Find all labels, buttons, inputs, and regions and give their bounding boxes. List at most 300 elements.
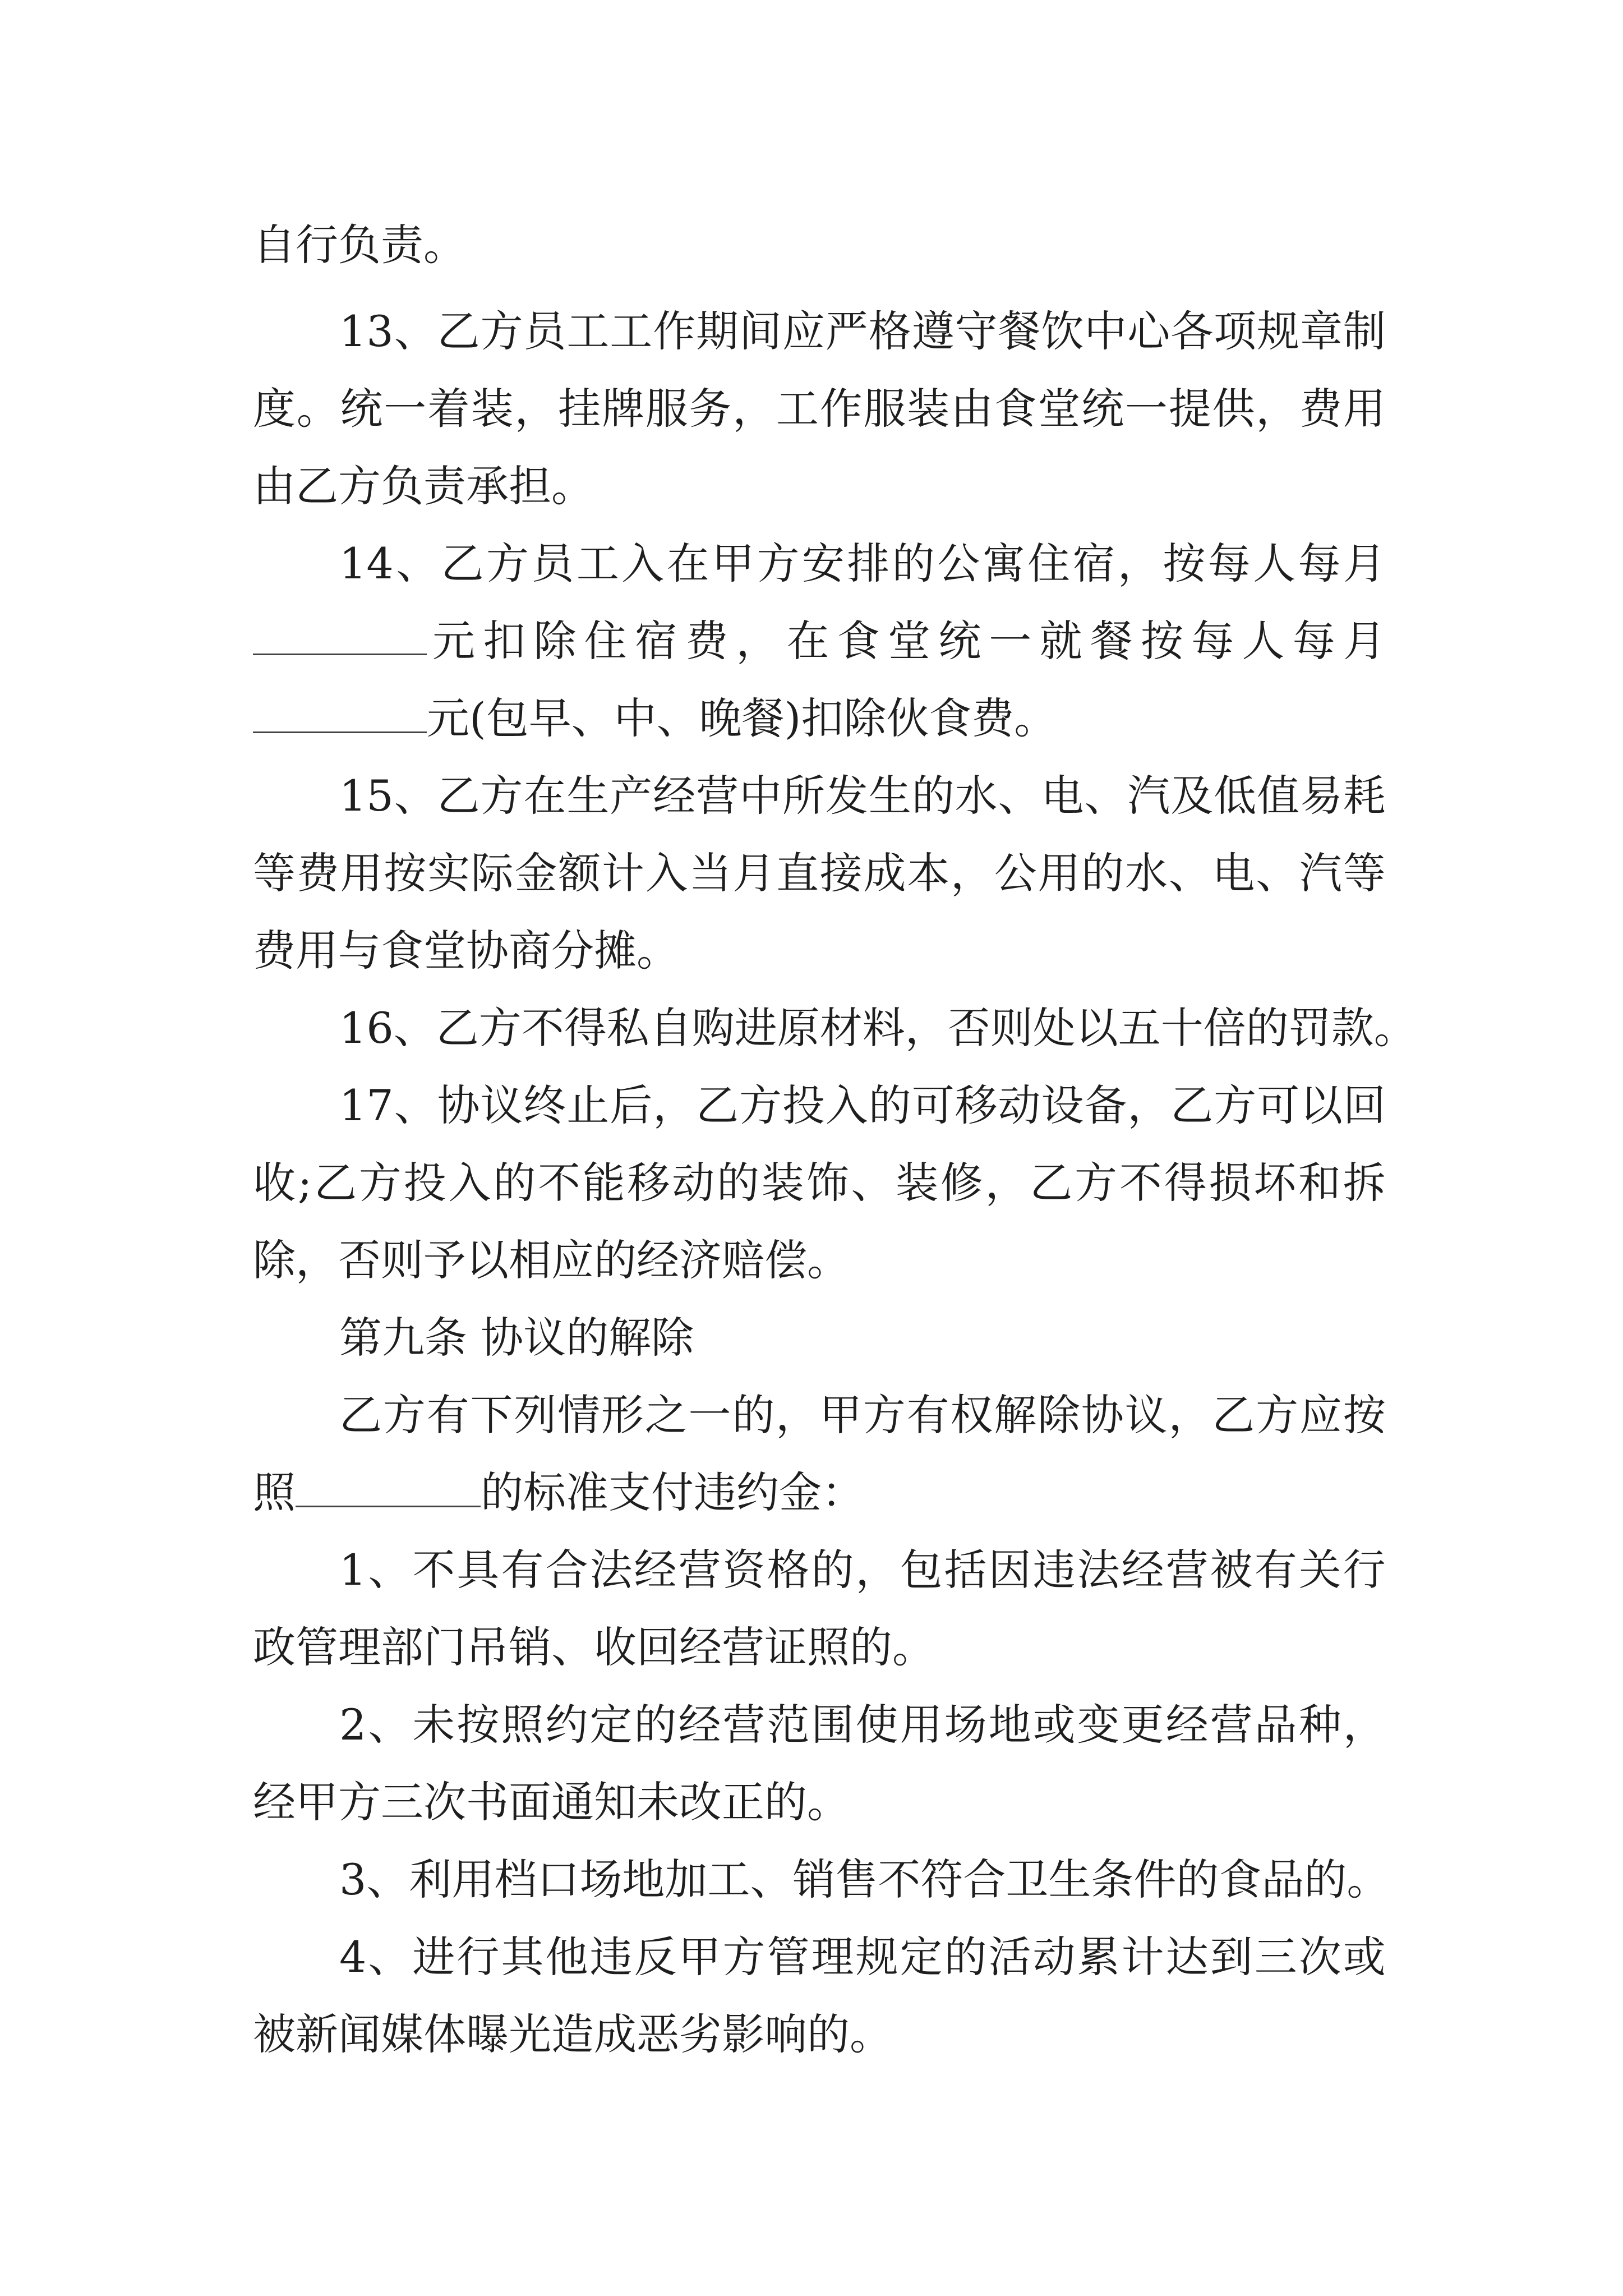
glyph: 私 [606, 1003, 649, 1053]
fill-in-blank[interactable] [253, 691, 427, 733]
glyph: 资 [722, 1545, 766, 1595]
glyph: 生 [566, 771, 610, 821]
glyph: 的 [732, 1390, 775, 1440]
glyph: 员 [523, 306, 566, 356]
glyph: 心 [1127, 306, 1170, 356]
glyph: 16 [339, 1003, 394, 1053]
glyph: 不 [412, 1545, 455, 1595]
glyph: ， [514, 384, 557, 434]
glyph: 住 [584, 616, 627, 666]
glyph: 权 [950, 1390, 993, 1440]
glyph: 乙 [436, 1003, 479, 1053]
glyph: 员 [531, 539, 574, 588]
glyph: 方 [480, 771, 523, 821]
paragraph-line [339, 536, 1386, 592]
glyph: 入 [448, 1158, 491, 1208]
glyph: 投 [403, 1158, 446, 1208]
glyph: 、 [1256, 848, 1299, 898]
glyph: 章 [1300, 306, 1343, 356]
glyph: 统 [340, 384, 383, 434]
glyph: 宿 [1072, 539, 1115, 588]
glyph: 经 [634, 1545, 677, 1595]
glyph: 费 [685, 616, 728, 666]
glyph: 投 [782, 1080, 825, 1130]
glyph: 饰 [806, 1158, 849, 1208]
glyph: 可 [1257, 1080, 1300, 1130]
glyph: 规 [1257, 306, 1300, 356]
glyph: 符 [920, 1855, 963, 1904]
glyph: ， [1127, 1080, 1170, 1130]
glyph: 列 [514, 1390, 557, 1440]
glyph: 中 [739, 771, 782, 821]
glyph: 当 [689, 848, 732, 898]
glyph: 用 [1038, 848, 1081, 898]
glyph: 处 [1032, 1003, 1076, 1053]
glyph: 除 [1038, 1390, 1080, 1440]
glyph: 法 [1077, 1545, 1120, 1595]
glyph: 规 [855, 1932, 898, 1982]
paragraph-line [253, 613, 1386, 669]
glyph: 加 [665, 1855, 708, 1904]
glyph: 行 [457, 1932, 500, 1982]
glyph: 售 [835, 1855, 878, 1904]
glyph: 方 [1075, 1158, 1118, 1208]
glyph: 13 [339, 306, 394, 356]
glyph: 人 [1253, 539, 1296, 588]
glyph: 回 [1343, 1080, 1386, 1130]
glyph: 范 [767, 1700, 810, 1750]
glyph: 应 [782, 306, 825, 356]
glyph: 1 [339, 1545, 367, 1595]
glyph: 方 [1256, 1390, 1299, 1440]
glyph: 装 [907, 384, 950, 434]
glyph: 入 [645, 848, 688, 898]
glyph: 、 [368, 1932, 411, 1982]
glyph: 供 [1212, 384, 1255, 434]
glyph: 人 [1242, 616, 1285, 666]
glyph: 低 [1214, 771, 1257, 821]
glyph: 、 [394, 771, 437, 821]
glyph: 实 [427, 848, 470, 898]
glyph: 工 [576, 539, 619, 588]
glyph: 方 [358, 1158, 402, 1208]
glyph: 营 [722, 1700, 766, 1750]
glyph: ， [1117, 539, 1160, 588]
paragraph-line [339, 768, 1386, 824]
glyph: 的 [892, 539, 935, 588]
glyph: 收 [253, 1158, 296, 1208]
glyph: 。 [296, 384, 339, 434]
glyph: 就 [1039, 616, 1082, 666]
paragraph-line [339, 1929, 1386, 1985]
glyph: 累 [1077, 1932, 1120, 1982]
glyph: 扣 [483, 616, 526, 666]
glyph: 按 [384, 848, 427, 898]
glyph: 得 [564, 1003, 607, 1053]
glyph: 备 [1084, 1080, 1127, 1130]
glyph: 种 [1298, 1700, 1341, 1750]
glyph: 餐 [998, 306, 1041, 356]
glyph: 围 [811, 1700, 854, 1750]
glyph: 的 [1246, 1003, 1289, 1053]
glyph: 地 [988, 1700, 1031, 1750]
glyph: 装 [761, 1158, 804, 1208]
glyph: 移 [627, 1158, 670, 1208]
glyph: 按 [1163, 539, 1206, 588]
glyph: 堂 [1038, 384, 1081, 434]
glyph: 工 [707, 1855, 750, 1904]
glyph: 电 [1212, 848, 1255, 898]
glyph: 方 [382, 1390, 426, 1440]
glyph: 利 [409, 1855, 452, 1904]
glyph: 由 [951, 384, 993, 434]
glyph: 的 [868, 1080, 911, 1130]
glyph: 发 [825, 771, 868, 821]
glyph: 甲 [712, 539, 755, 588]
glyph: 中 [1084, 306, 1127, 356]
glyph: 或 [1343, 1932, 1386, 1982]
glyph: 更 [1121, 1700, 1164, 1750]
glyph: 水 [1125, 848, 1168, 898]
glyph: 有 [426, 1390, 469, 1440]
glyph: 法 [589, 1545, 633, 1595]
paragraph-line: 经甲方三次书面通知未改正的。 [253, 1777, 850, 1827]
glyph: 反 [634, 1932, 677, 1982]
glyph: 餐 [1090, 616, 1133, 666]
glyph: 工 [566, 306, 610, 356]
glyph: 食 [994, 384, 1037, 434]
glyph: ， [1256, 384, 1299, 434]
glyph: 方 [757, 539, 800, 588]
glyph: 能 [582, 1158, 625, 1208]
glyph: 定 [900, 1932, 943, 1982]
paragraph-line: 费用与食堂协商分摊。 [253, 926, 679, 976]
glyph: 解 [994, 1390, 1037, 1440]
glyph: 原 [777, 1003, 820, 1053]
paragraph-line-text: 的标准支付违约金： [481, 1467, 864, 1517]
glyph: 约 [545, 1700, 588, 1750]
glyph: ; [297, 1158, 312, 1208]
glyph: 务 [689, 384, 732, 434]
glyph: 移 [955, 1080, 998, 1130]
glyph: 应 [1299, 1390, 1342, 1440]
glyph: 生 [1048, 1855, 1091, 1904]
glyph: 行 [1343, 1545, 1386, 1595]
glyph: 理 [811, 1932, 854, 1982]
glyph: 。 [1373, 1003, 1417, 1053]
paragraph-line-prefix: 照 [253, 1467, 296, 1517]
glyph: 饮 [1041, 306, 1084, 356]
glyph: ， [1343, 1700, 1386, 1750]
glyph: 一 [1125, 384, 1168, 434]
glyph: 进 [412, 1932, 455, 1982]
glyph: 费 [1299, 384, 1342, 434]
fill-in-blank[interactable] [253, 613, 427, 655]
glyph: 作 [653, 306, 696, 356]
glyph: 挂 [558, 384, 601, 434]
glyph: 按 [1343, 1390, 1386, 1440]
glyph: 不 [521, 1003, 564, 1053]
glyph: 及 [1170, 771, 1214, 821]
glyph: 的 [1304, 1855, 1347, 1904]
glyph: 合 [545, 1545, 588, 1595]
glyph: 寓 [982, 539, 1025, 588]
glyph: 一 [384, 384, 427, 434]
glyph: 等 [253, 848, 296, 898]
glyph: 堂 [887, 616, 930, 666]
glyph: 、 [1168, 848, 1211, 898]
glyph: 、 [1084, 771, 1127, 821]
glyph: 、 [394, 306, 437, 356]
glyph: 议 [1124, 1390, 1168, 1440]
glyph: 成 [863, 848, 906, 898]
glyph: 协 [437, 1080, 480, 1130]
glyph: 罚 [1288, 1003, 1331, 1053]
glyph: 在 [666, 539, 709, 588]
glyph: 食 [837, 616, 880, 666]
glyph: ， [732, 384, 776, 434]
glyph: 守 [955, 306, 998, 356]
glyph: 。 [1347, 1855, 1390, 1904]
glyph: 止 [566, 1080, 610, 1130]
glyph: 经 [1165, 1700, 1209, 1750]
glyph: 食 [1219, 1855, 1262, 1904]
glyph: 条 [1091, 1855, 1134, 1904]
glyph: 五 [1118, 1003, 1161, 1053]
glyph: 方 [863, 1390, 906, 1440]
glyph: 后 [610, 1080, 653, 1130]
glyph: 终 [523, 1080, 566, 1130]
glyph: 之 [644, 1390, 688, 1440]
glyph: 的 [944, 1932, 987, 1982]
glyph: 不 [537, 1158, 580, 1208]
glyph: 下 [470, 1390, 513, 1440]
glyph: 所 [782, 771, 825, 821]
glyph: 营 [696, 771, 739, 821]
glyph: 营 [1165, 1545, 1209, 1595]
glyph: 格 [767, 1545, 810, 1595]
glyph: 生 [868, 771, 911, 821]
fill-in-blank[interactable] [296, 1465, 481, 1507]
glyph: 动 [998, 1080, 1041, 1130]
glyph: 形 [601, 1390, 644, 1440]
glyph: 等 [1343, 848, 1386, 898]
paragraph-line-text [432, 613, 1386, 669]
glyph: 17 [339, 1080, 394, 1130]
glyph: 项 [1214, 306, 1257, 356]
glyph: 费 [296, 848, 339, 898]
glyph: 按 [457, 1700, 500, 1750]
glyph: 15 [339, 771, 394, 821]
glyph: 水 [955, 771, 998, 821]
glyph: 坏 [1253, 1158, 1297, 1208]
glyph: 乙 [696, 1080, 739, 1130]
glyph: 变 [1077, 1700, 1120, 1750]
glyph: 工 [776, 384, 819, 434]
glyph: 拆 [1343, 1158, 1386, 1208]
glyph: 各 [1170, 306, 1214, 356]
glyph: 销 [792, 1855, 836, 1904]
glyph: 未 [412, 1700, 455, 1750]
paragraph-line [339, 1078, 1386, 1134]
glyph: 三 [1254, 1932, 1297, 1982]
glyph: 按 [1141, 616, 1184, 666]
glyph: 的 [811, 1545, 854, 1595]
glyph: 乙 [437, 771, 480, 821]
glyph: 有 [906, 1390, 949, 1440]
glyph: 提 [1168, 384, 1211, 434]
paragraph-line [253, 691, 1057, 747]
glyph: 的 [911, 771, 955, 821]
glyph: 4 [339, 1932, 367, 1982]
paragraph-line: 由乙方负责承担。 [253, 461, 594, 511]
glyph: 卫 [1006, 1855, 1049, 1904]
glyph: 以 [1300, 1080, 1343, 1130]
glyph: 在 [786, 616, 829, 666]
glyph: 入 [825, 1080, 868, 1130]
glyph: 3 [339, 1855, 367, 1904]
glyph: 乙 [1030, 1158, 1073, 1208]
glyph: 牌 [602, 384, 644, 434]
glyph: 耗 [1343, 771, 1386, 821]
glyph: 其 [501, 1932, 544, 1982]
glyph: 的 [1176, 1855, 1219, 1904]
glyph: 服 [863, 384, 906, 434]
glyph: 乙 [314, 1158, 357, 1208]
glyph: 本 [907, 848, 950, 898]
glyph: 每 [1292, 616, 1335, 666]
section-heading: 第九条 协议的解除 [339, 1313, 694, 1363]
glyph: 不 [1119, 1158, 1162, 1208]
glyph: 则 [990, 1003, 1033, 1053]
glyph: 方 [1214, 1080, 1257, 1130]
glyph: 关 [1298, 1545, 1341, 1595]
paragraph-line: 自行负责。 [253, 220, 466, 270]
glyph: 公 [937, 539, 980, 588]
glyph: 金 [514, 848, 557, 898]
glyph: 口 [537, 1855, 580, 1904]
glyph: 达 [1165, 1932, 1209, 1982]
paragraph-line [339, 1000, 1417, 1056]
glyph: 乙 [339, 1390, 382, 1440]
glyph: 度 [253, 384, 296, 434]
glyph: 进 [734, 1003, 777, 1053]
glyph: 定 [589, 1700, 633, 1750]
glyph: 合 [963, 1855, 1006, 1904]
glyph: 工 [610, 306, 653, 356]
glyph: 直 [776, 848, 819, 898]
glyph: 材 [819, 1003, 863, 1053]
glyph: 汽 [1299, 848, 1342, 898]
glyph: 方 [722, 1932, 766, 1982]
glyph: 方 [739, 1080, 782, 1130]
paragraph-line [253, 1465, 864, 1521]
glyph: 公 [994, 848, 1037, 898]
glyph: 、 [394, 1080, 437, 1130]
glyph: 计 [602, 848, 644, 898]
glyph: 违 [1032, 1545, 1076, 1595]
glyph: 得 [1164, 1158, 1207, 1208]
glyph: 有 [1254, 1545, 1297, 1595]
glyph: 以 [1075, 1003, 1118, 1053]
glyph: 甲 [819, 1390, 862, 1440]
glyph: 方 [478, 1003, 522, 1053]
glyph: 件 [1133, 1855, 1177, 1904]
glyph: 甲 [678, 1932, 721, 1982]
glyph: 、 [998, 771, 1041, 821]
glyph: 品 [1261, 1855, 1304, 1904]
glyph: 计 [1121, 1932, 1164, 1982]
paragraph-line [339, 1387, 1386, 1443]
glyph: 购 [691, 1003, 735, 1053]
glyph: 制 [1343, 306, 1386, 356]
paragraph-line [339, 303, 1386, 360]
glyph: 用 [900, 1700, 943, 1750]
glyph: 元 [432, 616, 475, 666]
glyph: 的 [1081, 848, 1124, 898]
glyph: 违 [589, 1932, 633, 1982]
glyph: ， [776, 1390, 819, 1440]
glyph: 装 [896, 1158, 939, 1208]
glyph: 用 [340, 848, 383, 898]
glyph: 照 [501, 1700, 544, 1750]
paragraph-line [339, 1697, 1386, 1753]
glyph: 使 [855, 1700, 898, 1750]
glyph: 、 [368, 1545, 411, 1595]
glyph: 到 [1210, 1932, 1253, 1982]
paragraph-line: 被新闻媒体曝光造成恶劣影响的。 [253, 2009, 892, 2059]
glyph: 营 [678, 1545, 721, 1595]
glyph: 装 [471, 384, 514, 434]
glyph: 营 [1210, 1700, 1253, 1750]
glyph: 的 [717, 1158, 760, 1208]
glyph: 际 [471, 848, 514, 898]
glyph: 场 [944, 1700, 987, 1750]
glyph: 动 [672, 1158, 715, 1208]
glyph: ， [1168, 1390, 1211, 1440]
glyph: 包 [900, 1545, 943, 1595]
paragraph-line [339, 1852, 1390, 1908]
paragraph-line [339, 1542, 1386, 1598]
glyph: 和 [1298, 1158, 1341, 1208]
glyph: ， [855, 1545, 898, 1595]
glyph: 除 [533, 616, 577, 666]
glyph: 品 [1254, 1700, 1297, 1750]
glyph: 因 [988, 1545, 1031, 1595]
glyph: 经 [653, 771, 696, 821]
glyph: 电 [1041, 771, 1084, 821]
glyph: 产 [610, 771, 653, 821]
glyph: 情 [557, 1390, 601, 1440]
glyph: ， [951, 848, 993, 898]
glyph: 或 [1032, 1700, 1076, 1750]
paragraph-line [253, 381, 1386, 437]
glyph: 倍 [1203, 1003, 1246, 1053]
glyph: 一 [989, 616, 1032, 666]
glyph: 活 [988, 1932, 1031, 1982]
paragraph-line: 除，否则予以相应的经济赔偿。 [253, 1235, 850, 1285]
glyph: ， [736, 616, 779, 666]
glyph: 次 [1298, 1932, 1341, 1982]
glyph: 有 [501, 1545, 544, 1595]
paragraph-line [253, 1155, 1386, 1211]
glyph: 着 [427, 384, 470, 434]
glyph: 2 [339, 1700, 367, 1750]
glyph: ， [905, 1003, 948, 1053]
glyph: 入 [621, 539, 665, 588]
glyph: 的 [634, 1700, 677, 1750]
glyph: 设 [1041, 1080, 1084, 1130]
